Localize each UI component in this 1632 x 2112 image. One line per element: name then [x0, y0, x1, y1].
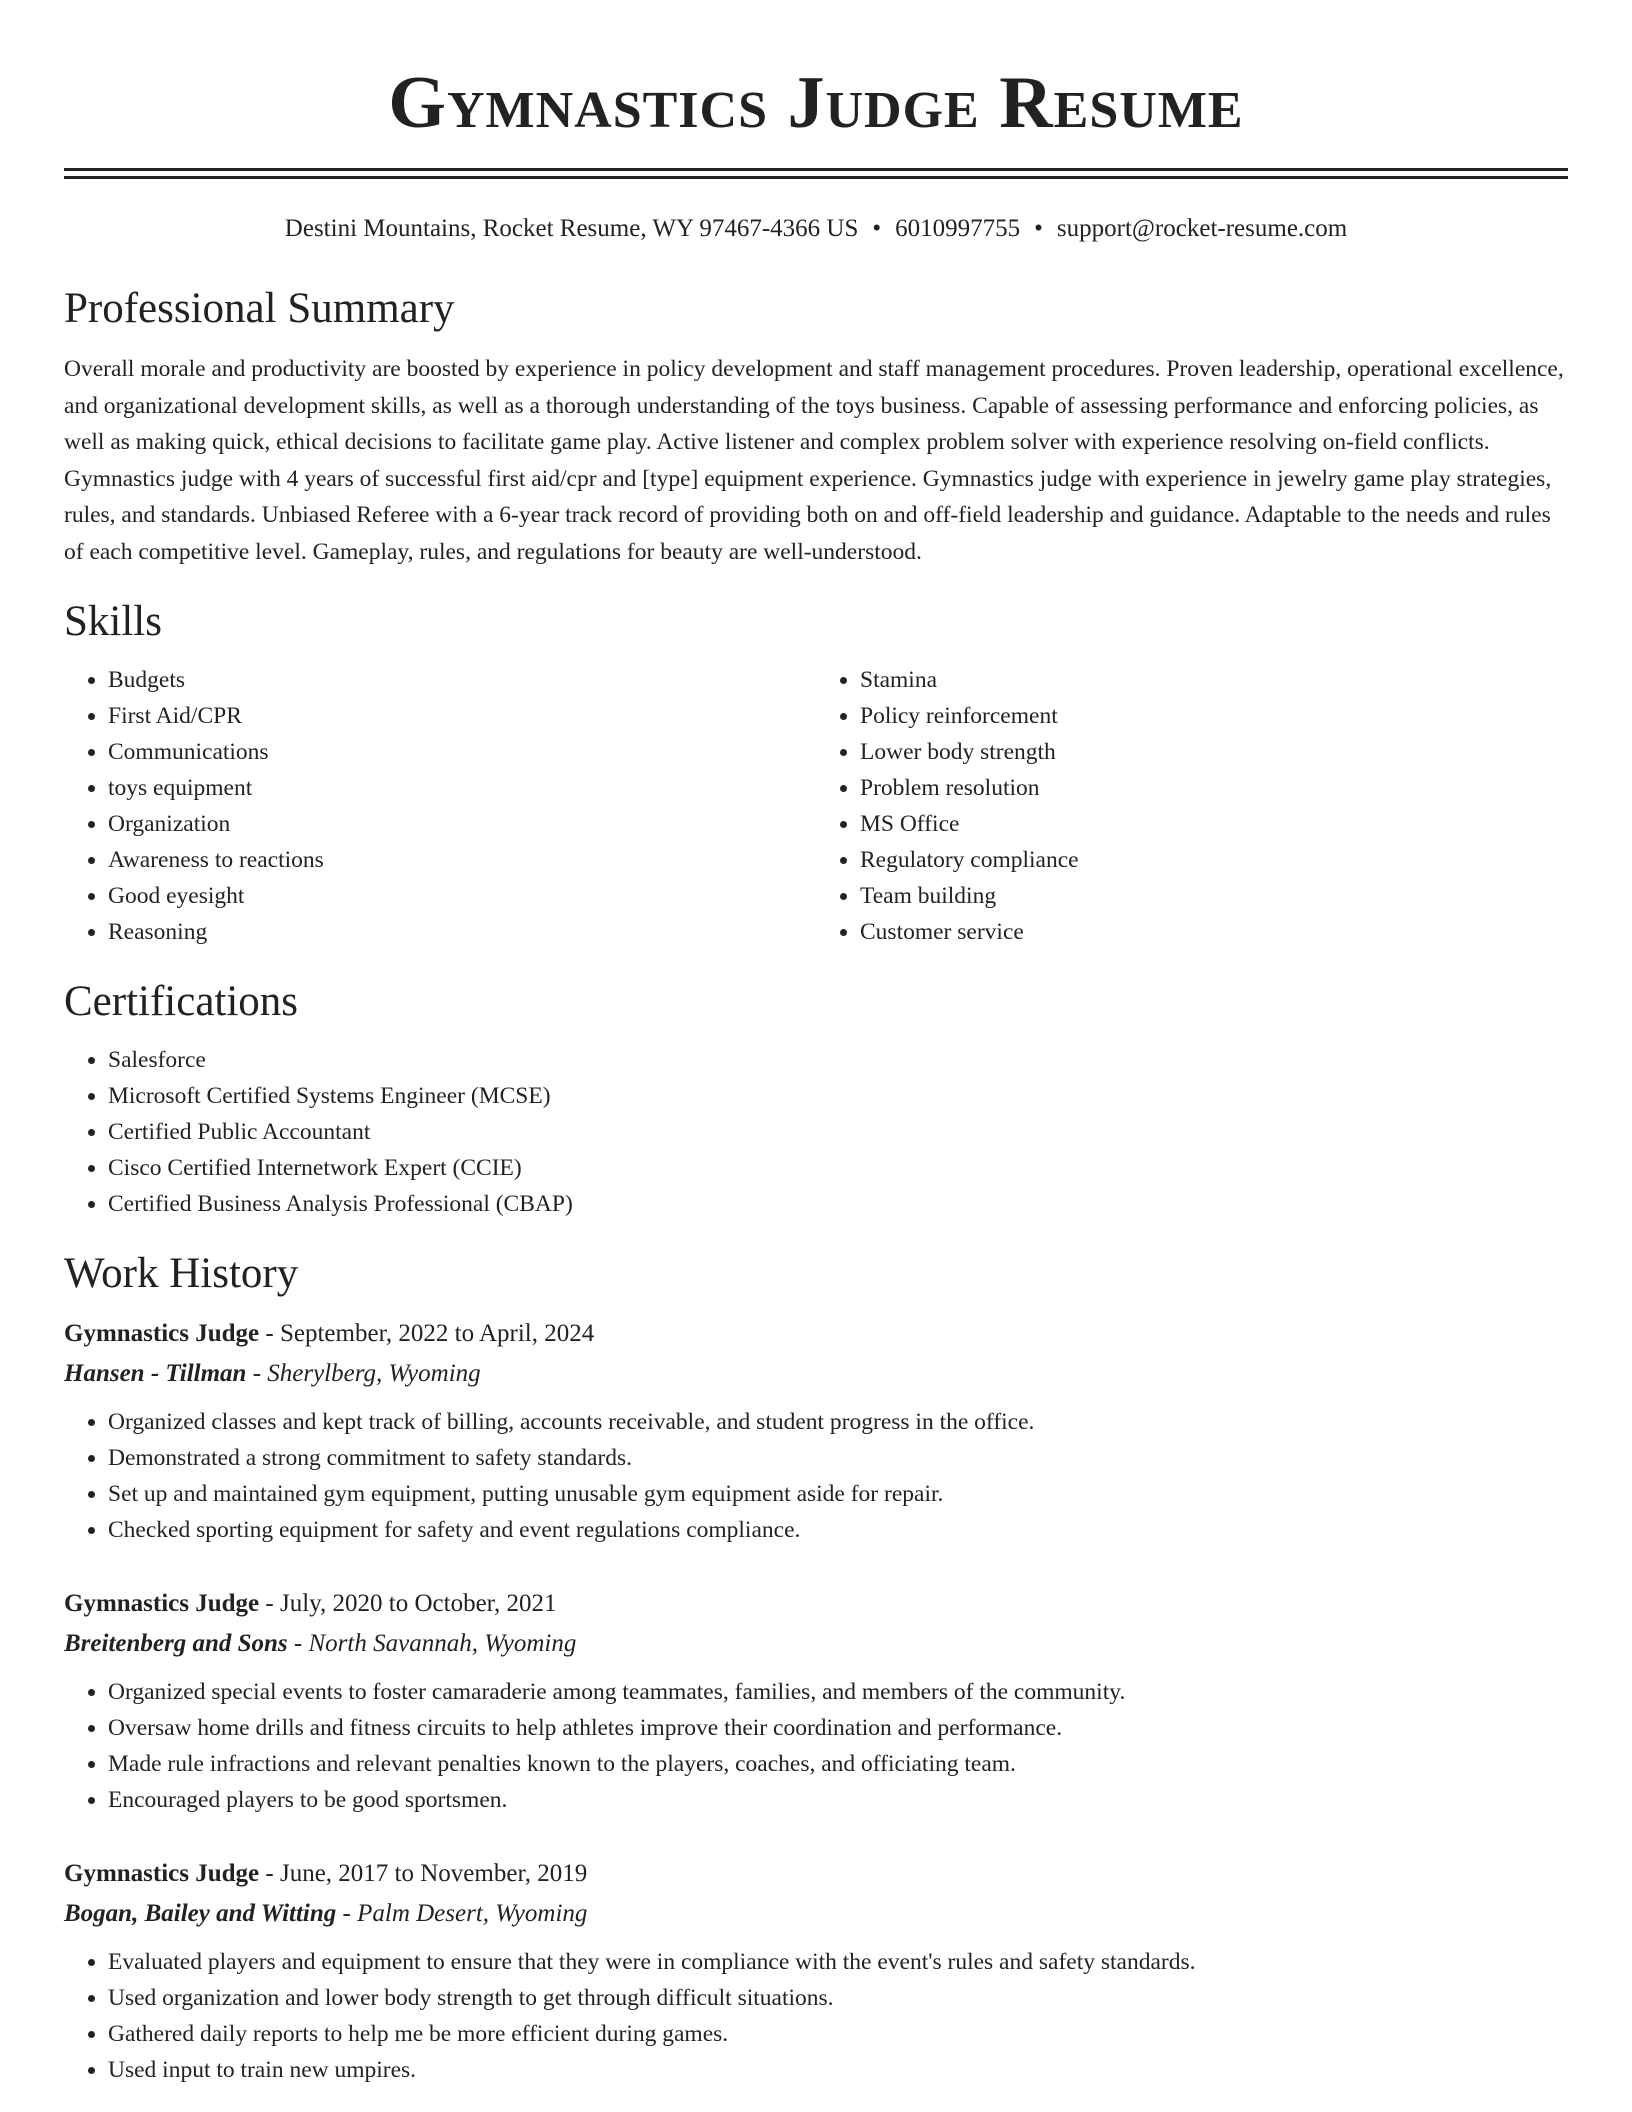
job-bullet: • Made rule infractions and relevant penalties known to the players, coaches, and officiating team.	[108, 1746, 1568, 1782]
certification-item: • Microsoft Certified Systems Engineer (MCSE)	[108, 1078, 1568, 1114]
skills-columns	[64, 662, 1568, 950]
job-bullet: • Evaluated players and equipment to ensure that they were in compliance with the event's rules and safety standards.	[108, 1944, 1568, 1980]
contact-email: support@rocket-resume.com	[1056, 215, 1348, 242]
skill-item: • toys equipment	[108, 770, 816, 806]
job-entry	[64, 1584, 1568, 1818]
job-location: - Sherylberg, Wyoming	[246, 1360, 481, 1387]
page-title: Gymnastics Judge Resume	[388, 62, 1244, 144]
skill-item: • Communications	[108, 734, 816, 770]
job-location: - North Savannah, Wyoming	[287, 1630, 577, 1657]
job-title: Gymnastics Judge	[64, 1860, 260, 1887]
job-company: Breitenberg and Sons	[64, 1630, 288, 1657]
skill-item: • Budgets	[108, 662, 816, 698]
skills-list-left	[64, 662, 816, 950]
skills-list-right	[816, 662, 1568, 950]
skill-item: • Awareness to reactions	[108, 842, 816, 878]
job-title: Gymnastics Judge	[64, 1320, 260, 1347]
job-company-line	[64, 1624, 1568, 1664]
skill-item: • Problem resolution	[860, 770, 1568, 806]
skill-item: • Reasoning	[108, 914, 816, 950]
contact-separator: •	[872, 215, 882, 242]
skill-item: • Regulatory compliance	[860, 842, 1568, 878]
certification-item: • Certified Public Accountant	[108, 1114, 1568, 1150]
job-bullets	[64, 1404, 1568, 1548]
job-company: Hansen - Tillman	[64, 1360, 247, 1387]
skill-item: • Stamina	[860, 662, 1568, 698]
job-bullets	[64, 1944, 1568, 2088]
skill-item: • Good eyesight	[108, 878, 816, 914]
job-dates: - September, 2022 to April, 2024	[259, 1320, 595, 1347]
skill-item: • MS Office	[860, 806, 1568, 842]
work-history-heading: Work History	[64, 1250, 299, 1297]
job-company-line	[64, 1354, 1568, 1394]
contact-address: Destini Mountains, Rocket Resume, WY 97467-4366 US	[284, 215, 859, 242]
job-location: - Palm Desert, Wyoming	[336, 1900, 588, 1927]
summary-heading: Professional Summary	[64, 285, 455, 332]
job-bullet: • Gathered daily reports to help me be more efficient during games.	[108, 2016, 1568, 2052]
skills-heading: Skills	[64, 598, 162, 645]
job-bullet: • Organized special events to foster camaraderie among teammates, families, and members of the community.	[108, 1674, 1568, 1710]
certifications-heading: Certifications	[64, 978, 299, 1025]
job-company: Bogan, Bailey and Witting	[64, 1900, 337, 1927]
title-double-rule	[64, 168, 1568, 179]
job-dates: - June, 2017 to November, 2019	[259, 1860, 588, 1887]
job-title-line	[64, 1314, 1568, 1354]
contact-phone: 6010997755	[895, 215, 1021, 242]
skill-item: • Organization	[108, 806, 816, 842]
job-bullet: • Checked sporting equipment for safety and event regulations compliance.	[108, 1512, 1568, 1548]
summary-text: Overall morale and productivity are boosted by experience in policy development and staff management procedures. Proven leadership, operational excellence, and organizational development skills, as well as a thorough understanding of the toys business. Capable of assessing performance and enforcing policies, as well as making quick, ethical decisions to facilitate game play. Active listener and complex problem solver with experience resolving on-field conflicts. Gymnastics judge with 4 years of successful first aid/cpr and [type] equipment experience. Gymnastics judge with experience in jewelry game play strategies, rules, and standards. Unbiased Referee with a 6-year track record of providing both on and off-field leadership and guidance. Adaptable to the needs and rules of each competitive level. Gameplay, rules, and regulations for beauty are well-understood.	[64, 356, 1564, 565]
job-bullet: • Used organization and lower body strength to get through difficult situations.	[108, 1980, 1568, 2016]
skill-item: • First Aid/CPR	[108, 698, 816, 734]
contact-line	[64, 213, 1568, 245]
job-title: Gymnastics Judge	[64, 1590, 260, 1617]
job-entry	[64, 1854, 1568, 2088]
resume-page	[64, 0, 1568, 2088]
job-company-line	[64, 1894, 1568, 1934]
job-bullet: • Demonstrated a strong commitment to safety standards.	[108, 1440, 1568, 1476]
job-title-line	[64, 1854, 1568, 1894]
skill-item: • Team building	[860, 878, 1568, 914]
certification-item: • Salesforce	[108, 1042, 1568, 1078]
job-bullet: • Oversaw home drills and fitness circuits to help athletes improve their coordination and performance.	[108, 1710, 1568, 1746]
job-bullets	[64, 1674, 1568, 1818]
job-bullet: • Set up and maintained gym equipment, putting unusable gym equipment aside for repair.	[108, 1476, 1568, 1512]
certifications-list	[64, 1042, 1568, 1222]
job-title-line	[64, 1584, 1568, 1624]
skill-item: • Lower body strength	[860, 734, 1568, 770]
job-bullet: • Used input to train new umpires.	[108, 2052, 1568, 2088]
contact-separator: •	[1034, 215, 1043, 242]
certification-item: • Certified Business Analysis Professional (CBAP)	[108, 1186, 1568, 1222]
job-entry	[64, 1314, 1568, 1548]
skill-item: • Policy reinforcement	[860, 698, 1568, 734]
certification-item: • Cisco Certified Internetwork Expert (CCIE)	[108, 1150, 1568, 1186]
job-dates: - July, 2020 to October, 2021	[259, 1590, 557, 1617]
job-bullet: • Encouraged players to be good sportsmen.	[108, 1782, 1568, 1818]
skill-item: • Customer service	[860, 914, 1568, 950]
job-bullet: • Organized classes and kept track of billing, accounts receivable, and student progress in the office.	[108, 1404, 1568, 1440]
